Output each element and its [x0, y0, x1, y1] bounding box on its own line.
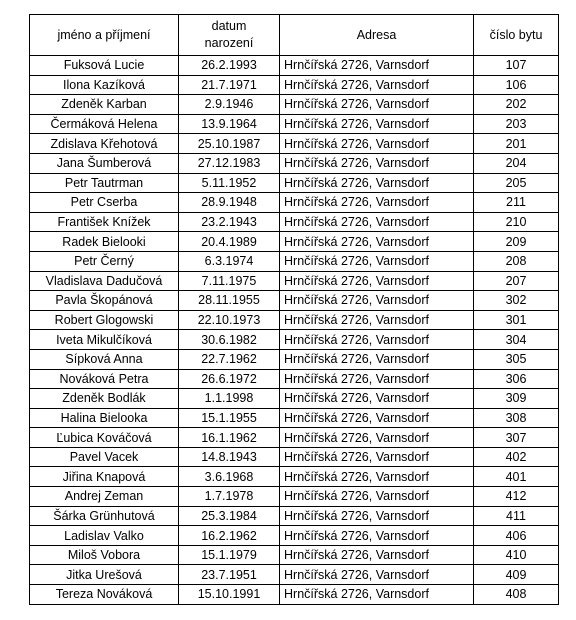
cell-date-of-birth: 6.3.1974 [179, 251, 280, 271]
cell-address: Hrnčířská 2726, Varnsdorf [280, 467, 474, 487]
cell-unit-number: 205 [474, 173, 559, 193]
cell-address: Hrnčířská 2726, Varnsdorf [280, 526, 474, 546]
table-row [30, 408, 559, 428]
cell-date-of-birth: 15.1.1979 [179, 545, 280, 565]
cell-unit-number: 107 [474, 56, 559, 76]
cell-date-of-birth: 16.2.1962 [179, 526, 280, 546]
table-row [30, 193, 559, 213]
cell-address: Hrnčířská 2726, Varnsdorf [280, 271, 474, 291]
cell-name: Pavla Škopánová [30, 291, 179, 311]
header-dob-line2: narození [204, 36, 254, 50]
cell-date-of-birth: 23.2.1943 [179, 212, 280, 232]
cell-address: Hrnčířská 2726, Varnsdorf [280, 134, 474, 154]
cell-date-of-birth: 23.7.1951 [179, 565, 280, 585]
cell-date-of-birth: 14.8.1943 [179, 447, 280, 467]
cell-name: Halina Bielooka [30, 408, 179, 428]
cell-date-of-birth: 26.2.1993 [179, 56, 280, 76]
cell-unit-number: 207 [474, 271, 559, 291]
table-body [30, 56, 559, 605]
cell-address: Hrnčířská 2726, Varnsdorf [280, 330, 474, 350]
table-row [30, 467, 559, 487]
cell-name: Ladislav Valko [30, 526, 179, 546]
cell-name: Fuksová Lucie [30, 56, 179, 76]
cell-address: Hrnčířská 2726, Varnsdorf [280, 193, 474, 213]
cell-address: Hrnčířská 2726, Varnsdorf [280, 153, 474, 173]
cell-unit-number: 411 [474, 506, 559, 526]
cell-date-of-birth: 15.1.1955 [179, 408, 280, 428]
table-row [30, 291, 559, 311]
cell-address: Hrnčířská 2726, Varnsdorf [280, 56, 474, 76]
cell-address: Hrnčířská 2726, Varnsdorf [280, 173, 474, 193]
cell-unit-number: 406 [474, 526, 559, 546]
cell-address: Hrnčířská 2726, Varnsdorf [280, 75, 474, 95]
header-date-of-birth [179, 15, 280, 56]
cell-date-of-birth: 7.11.1975 [179, 271, 280, 291]
table-row [30, 95, 559, 115]
table-row [30, 487, 559, 507]
cell-unit-number: 305 [474, 349, 559, 369]
cell-address: Hrnčířská 2726, Varnsdorf [280, 585, 474, 605]
cell-name: Čermáková Helena [30, 114, 179, 134]
table-row [30, 545, 559, 565]
table-row [30, 75, 559, 95]
cell-address: Hrnčířská 2726, Varnsdorf [280, 212, 474, 232]
cell-unit-number: 304 [474, 330, 559, 350]
table-row [30, 389, 559, 409]
cell-date-of-birth: 30.6.1982 [179, 330, 280, 350]
cell-unit-number: 209 [474, 232, 559, 252]
cell-address: Hrnčířská 2726, Varnsdorf [280, 487, 474, 507]
cell-name: Petr Černý [30, 251, 179, 271]
header-unit-number: číslo bytu [474, 15, 559, 56]
cell-name: Miloš Vobora [30, 545, 179, 565]
table-row [30, 56, 559, 76]
cell-unit-number: 302 [474, 291, 559, 311]
cell-address: Hrnčířská 2726, Varnsdorf [280, 251, 474, 271]
cell-unit-number: 410 [474, 545, 559, 565]
cell-address: Hrnčířská 2726, Varnsdorf [280, 349, 474, 369]
cell-date-of-birth: 26.6.1972 [179, 369, 280, 389]
table-row [30, 134, 559, 154]
table-row [30, 271, 559, 291]
cell-date-of-birth: 2.9.1946 [179, 95, 280, 115]
table-row [30, 428, 559, 448]
cell-name: Zdeněk Karban [30, 95, 179, 115]
cell-address: Hrnčířská 2726, Varnsdorf [280, 408, 474, 428]
cell-date-of-birth: 1.7.1978 [179, 487, 280, 507]
cell-address: Hrnčířská 2726, Varnsdorf [280, 545, 474, 565]
header-dob-line1: datum [211, 19, 247, 33]
cell-address: Hrnčířská 2726, Varnsdorf [280, 506, 474, 526]
cell-address: Hrnčířská 2726, Varnsdorf [280, 291, 474, 311]
cell-name: Jana Šumberová [30, 153, 179, 173]
cell-date-of-birth: 22.10.1973 [179, 310, 280, 330]
cell-unit-number: 201 [474, 134, 559, 154]
cell-date-of-birth: 13.9.1964 [179, 114, 280, 134]
cell-address: Hrnčířská 2726, Varnsdorf [280, 232, 474, 252]
cell-name: Petr Cserba [30, 193, 179, 213]
cell-address: Hrnčířská 2726, Varnsdorf [280, 565, 474, 585]
cell-address: Hrnčířská 2726, Varnsdorf [280, 428, 474, 448]
cell-name: Andrej Zeman [30, 487, 179, 507]
table-row [30, 173, 559, 193]
cell-name: Jitka Urešová [30, 565, 179, 585]
cell-name: Petr Tautrman [30, 173, 179, 193]
header-address: Adresa [280, 15, 474, 56]
cell-date-of-birth: 25.3.1984 [179, 506, 280, 526]
cell-date-of-birth: 3.6.1968 [179, 467, 280, 487]
header-name: jméno a příjmení [30, 15, 179, 56]
cell-address: Hrnčířská 2726, Varnsdorf [280, 95, 474, 115]
table-row [30, 310, 559, 330]
cell-name: Zdeněk Bodlák [30, 389, 179, 409]
cell-name: Jiřina Knapová [30, 467, 179, 487]
cell-name: Šárka Grünhutová [30, 506, 179, 526]
cell-unit-number: 307 [474, 428, 559, 448]
cell-unit-number: 211 [474, 193, 559, 213]
cell-unit-number: 204 [474, 153, 559, 173]
cell-unit-number: 409 [474, 565, 559, 585]
cell-unit-number: 208 [474, 251, 559, 271]
cell-date-of-birth: 20.4.1989 [179, 232, 280, 252]
table-row [30, 114, 559, 134]
cell-date-of-birth: 25.10.1987 [179, 134, 280, 154]
cell-name: Ilona Kazíková [30, 75, 179, 95]
cell-unit-number: 309 [474, 389, 559, 409]
table-row [30, 212, 559, 232]
cell-address: Hrnčířská 2726, Varnsdorf [280, 114, 474, 134]
cell-address: Hrnčířská 2726, Varnsdorf [280, 310, 474, 330]
cell-unit-number: 402 [474, 447, 559, 467]
cell-name: Robert Glogowski [30, 310, 179, 330]
table-row [30, 153, 559, 173]
cell-date-of-birth: 21.7.1971 [179, 75, 280, 95]
cell-date-of-birth: 22.7.1962 [179, 349, 280, 369]
table-header [30, 15, 559, 56]
table-row [30, 565, 559, 585]
cell-date-of-birth: 28.11.1955 [179, 291, 280, 311]
cell-address: Hrnčířská 2726, Varnsdorf [280, 447, 474, 467]
table-row [30, 251, 559, 271]
cell-name: Vladislava Dadučová [30, 271, 179, 291]
cell-date-of-birth: 28.9.1948 [179, 193, 280, 213]
cell-unit-number: 202 [474, 95, 559, 115]
cell-unit-number: 203 [474, 114, 559, 134]
cell-unit-number: 308 [474, 408, 559, 428]
table-row [30, 232, 559, 252]
table-row [30, 506, 559, 526]
cell-date-of-birth: 1.1.1998 [179, 389, 280, 409]
residents-table [29, 14, 559, 605]
table-row [30, 447, 559, 467]
cell-date-of-birth: 27.12.1983 [179, 153, 280, 173]
cell-unit-number: 306 [474, 369, 559, 389]
table-row [30, 330, 559, 350]
cell-address: Hrnčířská 2726, Varnsdorf [280, 369, 474, 389]
table-row [30, 585, 559, 605]
cell-name: Ľubica Kováčová [30, 428, 179, 448]
cell-name: Radek Bielooki [30, 232, 179, 252]
cell-name: František Knížek [30, 212, 179, 232]
cell-unit-number: 210 [474, 212, 559, 232]
cell-unit-number: 401 [474, 467, 559, 487]
header-row [30, 15, 559, 56]
table-row [30, 349, 559, 369]
cell-address: Hrnčířská 2726, Varnsdorf [280, 389, 474, 409]
cell-unit-number: 412 [474, 487, 559, 507]
cell-name: Zdislava Křehotová [30, 134, 179, 154]
cell-unit-number: 301 [474, 310, 559, 330]
cell-name: Tereza Nováková [30, 585, 179, 605]
cell-unit-number: 408 [474, 585, 559, 605]
cell-name: Iveta Mikulčíková [30, 330, 179, 350]
cell-date-of-birth: 5.11.1952 [179, 173, 280, 193]
cell-unit-number: 106 [474, 75, 559, 95]
cell-name: Nováková Petra [30, 369, 179, 389]
table-row [30, 369, 559, 389]
table-row [30, 526, 559, 546]
cell-date-of-birth: 16.1.1962 [179, 428, 280, 448]
cell-name: Pavel Vacek [30, 447, 179, 467]
cell-name: Sípková Anna [30, 349, 179, 369]
cell-date-of-birth: 15.10.1991 [179, 585, 280, 605]
